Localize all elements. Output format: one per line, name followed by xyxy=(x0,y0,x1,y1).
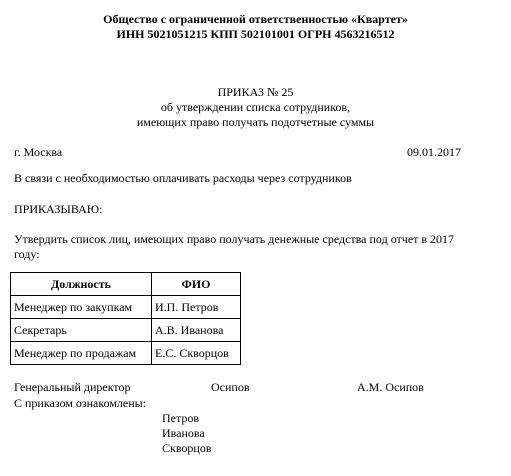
table-cell-position: Секретарь xyxy=(11,319,152,342)
table-header-name: ФИО xyxy=(152,273,241,296)
order-subject-line-1: об утверждении списка сотрудников, xyxy=(160,100,351,114)
signature-name: А.М. Осипов xyxy=(357,380,424,394)
organization-ids: ИНН 5021051215 КПП 502101001 ОГРН 4563216512 xyxy=(116,27,395,41)
table-cell-name: И.П. Петров xyxy=(152,296,241,319)
table-row xyxy=(11,342,241,365)
acquainted-name: Петров xyxy=(162,411,200,425)
table-header-row xyxy=(11,273,241,296)
acquainted-name: Скворцов xyxy=(162,441,212,455)
table-row xyxy=(11,296,241,319)
table-header-position: Должность xyxy=(11,273,152,296)
table-cell-position: Менеджер по закупкам xyxy=(11,296,152,319)
order-place: г. Москва xyxy=(14,145,63,159)
staff-table xyxy=(10,272,241,365)
approve-text-line-2: году: xyxy=(14,247,40,261)
organization-name: Общество с ограниченной ответственностью «Квартет» xyxy=(103,12,408,26)
order-subject-line-2: имеющих право получать подотчетные суммы xyxy=(136,115,375,129)
order-command: ПРИКАЗЫВАЮ: xyxy=(14,202,103,216)
acquainted-name: Иванова xyxy=(162,426,205,440)
order-date: 09.01.2017 xyxy=(407,145,461,159)
order-reason: В связи с необходимостью оплачивать расходы через сотрудников xyxy=(14,171,352,185)
signature-position: Генеральный директор xyxy=(14,380,131,394)
table-cell-position: Менеджер по продажам xyxy=(11,342,152,365)
table-cell-name: Е.С. Скворцов xyxy=(152,342,241,365)
approve-text-line-1: Утвердить список лиц, имеющих право получать денежные средства под отчет в 2017 xyxy=(14,232,455,246)
acquainted-label: С приказом ознакомлены: xyxy=(14,396,147,410)
signature-sign: Осипов xyxy=(211,380,250,394)
table-cell-name: А.В. Иванова xyxy=(152,319,241,342)
table-row xyxy=(11,319,241,342)
order-number: ПРИКАЗ № 25 xyxy=(217,85,294,99)
